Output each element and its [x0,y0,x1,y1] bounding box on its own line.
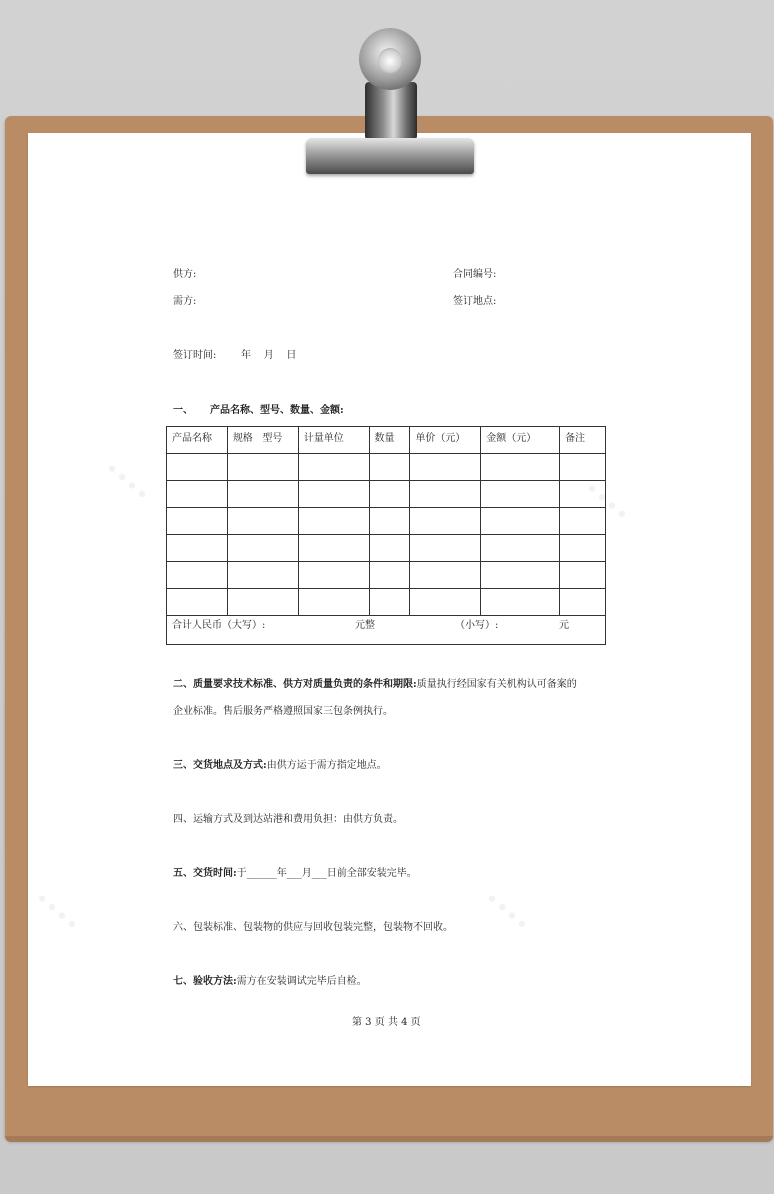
clause-2-title: 二、质量要求技术标准、供方对质量负责的条件和期限: [173,679,417,690]
page-number: 第 3 页 共 4 页 [352,1017,421,1028]
buyer-label: 需方: [173,296,197,307]
clause-2-line1 [173,675,577,690]
table-row [167,535,606,562]
col-header-unit-price: 单价（元） [410,427,481,454]
binder-clip-base [306,138,474,174]
clipboard-edge [5,1136,773,1142]
clause-3 [173,756,387,771]
clause-4-text: 四、运输方式及到达站港和费用负担：由供方负责。 [173,814,403,825]
binder-clip-hole [378,48,402,74]
clause-3-title: 三、交货地点及方式: [173,760,267,771]
watermark-3: •••• [28,886,84,939]
contract-no-label: 合同编号: [453,269,497,280]
watermark-2: •••• [578,476,634,529]
clause-2-text2: 企业标准。售后服务严格遵照国家三包条例执行。 [173,706,393,717]
clause-2-text1: 质量执行经国家有关机构认可备案的 [416,679,577,690]
table-row [167,589,606,616]
clause-4 [173,810,403,825]
col-header-unit: 计量单位 [298,427,369,454]
section1-number: 一、 [173,405,193,416]
col-header-product-name: 产品名称 [167,427,228,454]
total-yuan: 元 [559,620,569,631]
col-header-quantity: 数量 [369,427,410,454]
col-header-amount: 金额（元） [481,427,560,454]
supplier-label: 供方: [173,269,197,280]
sign-place-label: 签订地点: [453,296,497,307]
col-header-spec-model: 规格 型号 [227,427,298,454]
section1-title: 产品名称、型号、数量、金额: [210,405,344,416]
clause-5-title: 五、交货时间: [173,868,237,879]
total-yuan-zheng: 元整 [355,620,375,631]
watermark-1: •••• [98,456,154,509]
binder-clip-arm [365,82,417,140]
table-row [167,481,606,508]
clause-7-text: 需方在安装调试完毕后自检。 [236,976,367,987]
total-label: 合计人民币（大写）: [172,620,266,631]
clause-7-title: 七、验收方法: [173,976,237,987]
table-row [167,508,606,535]
clause-6 [173,918,453,933]
product-table [166,426,606,645]
table-row [167,562,606,589]
clause-5 [173,864,417,879]
table-header-row [167,427,606,454]
total-cell [167,616,606,645]
clause-6-text: 六、包装标准、包装物的供应与回收包装完整，包装物不回收。 [173,922,453,933]
sign-time-value: 年 月 日 [241,350,297,361]
sign-time-label: 签订时间: [173,350,217,361]
total-small-label: （小写）: [455,620,499,631]
watermark-4: •••• [478,886,534,939]
clause-7 [173,972,367,987]
col-header-remarks: 备注 [560,427,606,454]
clause-5-text: 于______年___月___日前全部安装完毕。 [236,868,417,879]
clause-3-text: 由供方运于需方指定地点。 [266,760,387,771]
table-row [167,454,606,481]
table-total-row [167,616,606,645]
